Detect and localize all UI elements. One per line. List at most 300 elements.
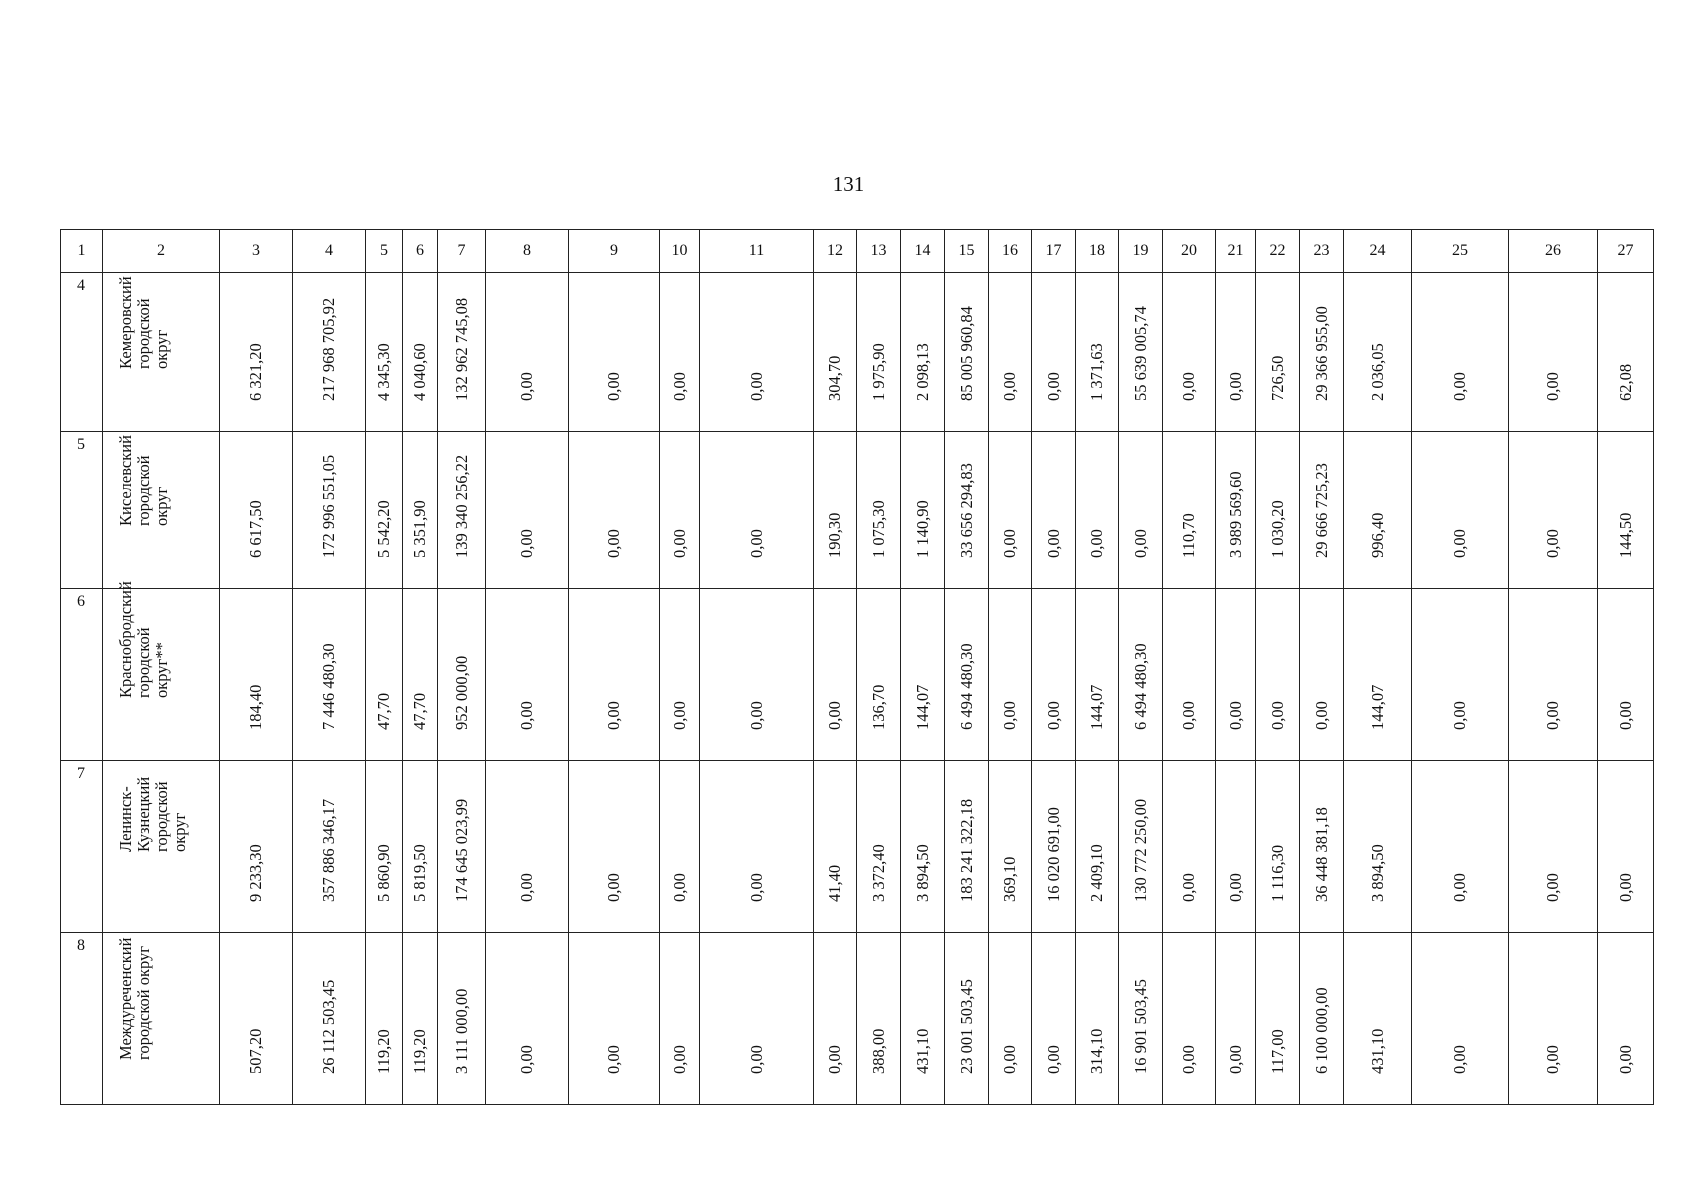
cell-value: 0,00 [746, 529, 766, 558]
value-cell [857, 589, 901, 761]
municipality-name: Краснобродский городской округ** [116, 581, 171, 698]
value-cell [1032, 432, 1076, 589]
cell-value: 0,00 [1450, 529, 1469, 558]
value-cell [220, 761, 293, 933]
value-cell [901, 761, 945, 933]
value-cell [1256, 589, 1300, 761]
value-cell [438, 432, 486, 589]
cell-value: 357 886 346,17 [319, 798, 338, 902]
column-header: 23 [1300, 230, 1344, 273]
value-cell [438, 273, 486, 432]
column-header: 22 [1256, 230, 1300, 273]
value-cell [1216, 432, 1256, 589]
column-header: 1 [61, 230, 103, 273]
value-cell [1216, 589, 1256, 761]
value-cell [1256, 933, 1300, 1105]
value-cell [220, 432, 293, 589]
value-cell [569, 273, 660, 432]
cell-value: 6 617,50 [246, 500, 265, 558]
cell-value: 62,08 [1615, 363, 1635, 401]
value-cell [1598, 273, 1654, 432]
value-cell [569, 589, 660, 761]
cell-value: 952 000,00 [451, 655, 471, 730]
cell-value: 0,00 [1179, 372, 1198, 401]
value-cell [814, 589, 857, 761]
cell-value: 2 409,10 [1087, 844, 1106, 902]
cell-value: 0,00 [669, 529, 689, 558]
column-header: 10 [660, 230, 700, 273]
cell-value: 4 040,60 [410, 343, 429, 401]
municipality-cell [103, 761, 220, 933]
value-cell [438, 761, 486, 933]
row-number-cell [61, 432, 103, 589]
cell-value: 1 116,30 [1267, 844, 1287, 902]
cell-value: 0,00 [1615, 701, 1635, 730]
municipality-cell [103, 432, 220, 589]
value-cell [1509, 432, 1598, 589]
cell-value: 0,00 [1043, 372, 1063, 401]
value-cell [1412, 273, 1509, 432]
cell-value: 36 448 381,18 [1311, 807, 1331, 902]
municipality-name: Междуреченский городской округ [116, 937, 153, 1060]
value-cell [814, 273, 857, 432]
cell-value: 507,20 [246, 1028, 265, 1074]
cell-value: 314,10 [1087, 1028, 1106, 1074]
value-cell [1216, 273, 1256, 432]
cell-value: 2 036,05 [1367, 343, 1387, 401]
cell-value: 0,00 [1225, 1045, 1245, 1074]
cell-value: 0,00 [1267, 701, 1287, 730]
column-header: 18 [1076, 230, 1119, 273]
value-cell [1598, 589, 1654, 761]
value-cell [1509, 933, 1598, 1105]
cell-value: 3 894,50 [912, 844, 932, 902]
value-cell [989, 432, 1032, 589]
column-header: 13 [857, 230, 901, 273]
cell-value: 431,10 [1367, 1028, 1387, 1074]
cell-value: 3 989 569,60 [1225, 471, 1245, 558]
column-header: 5 [366, 230, 403, 273]
value-cell [1119, 432, 1163, 589]
cell-value: 0,00 [517, 701, 536, 730]
cell-value: 0,00 [604, 1045, 623, 1074]
value-cell [1598, 432, 1654, 589]
value-cell [1076, 933, 1119, 1105]
value-cell [660, 589, 700, 761]
municipality-cell [103, 273, 220, 432]
cell-value: 119,20 [410, 1029, 429, 1074]
cell-value: 0,00 [517, 372, 536, 401]
value-cell [700, 273, 814, 432]
value-cell [1032, 933, 1076, 1105]
cell-value: 0,00 [1543, 701, 1562, 730]
cell-value: 0,00 [1543, 529, 1562, 558]
cell-value: 6 100 000,00 [1311, 987, 1331, 1074]
column-header: 4 [293, 230, 366, 273]
cell-value: 184,40 [246, 684, 265, 730]
value-cell [1216, 761, 1256, 933]
cell-value: 16 901 503,45 [1130, 979, 1150, 1074]
value-cell [366, 761, 403, 933]
value-cell [1076, 273, 1119, 432]
cell-value: 996,40 [1367, 512, 1387, 558]
value-cell [901, 933, 945, 1105]
value-cell [366, 589, 403, 761]
cell-value: 119,20 [374, 1029, 393, 1074]
row-number-cell [61, 589, 103, 761]
value-cell [945, 589, 989, 761]
value-cell [857, 273, 901, 432]
column-header: 26 [1509, 230, 1598, 273]
column-header: 7 [438, 230, 486, 273]
value-cell [945, 761, 989, 933]
value-cell [660, 273, 700, 432]
value-cell [1163, 933, 1216, 1105]
value-cell [1163, 589, 1216, 761]
value-cell [660, 933, 700, 1105]
cell-value: 47,70 [374, 692, 393, 730]
cell-value: 0,00 [604, 372, 623, 401]
cell-value: 23 001 503,45 [956, 979, 976, 1074]
cell-value: 0,00 [1615, 873, 1635, 902]
value-cell [1119, 589, 1163, 761]
value-cell [660, 761, 700, 933]
municipality-cell [103, 581, 220, 761]
value-cell [1300, 432, 1344, 589]
value-cell [1344, 273, 1412, 432]
cell-value: 0,00 [669, 873, 689, 902]
cell-value: 5 860,90 [374, 844, 393, 902]
value-cell [989, 933, 1032, 1105]
cell-value: 0,00 [669, 701, 689, 730]
column-header: 8 [486, 230, 569, 273]
value-cell [403, 432, 438, 589]
cell-value: 2 098,13 [912, 343, 932, 401]
cell-value: 0,00 [604, 701, 623, 730]
cell-value: 1 975,90 [868, 343, 888, 401]
cell-value: 0,00 [1311, 701, 1331, 730]
cell-value: 9 233,30 [246, 844, 265, 902]
cell-value: 0,00 [1043, 701, 1063, 730]
cell-value: 0,00 [1179, 701, 1198, 730]
value-cell [569, 933, 660, 1105]
table-row [61, 432, 1654, 589]
value-cell [989, 589, 1032, 761]
value-cell [1119, 761, 1163, 933]
value-cell [1412, 761, 1509, 933]
value-cell [1076, 761, 1119, 933]
table-row [61, 273, 1654, 432]
value-cell [1032, 589, 1076, 761]
value-cell [1300, 273, 1344, 432]
value-cell [1076, 432, 1119, 589]
cell-value: 0,00 [1543, 372, 1562, 401]
cell-value: 217 968 705,92 [319, 297, 338, 401]
value-cell [1509, 273, 1598, 432]
cell-value: 0,00 [1225, 701, 1245, 730]
column-header: 16 [989, 230, 1032, 273]
value-cell [814, 933, 857, 1105]
cell-value: 0,00 [746, 1045, 766, 1074]
value-cell [220, 933, 293, 1105]
row-number: 7 [77, 765, 85, 782]
value-cell [1509, 589, 1598, 761]
value-cell [1216, 933, 1256, 1105]
cell-value: 0,00 [1043, 529, 1063, 558]
column-header: 6 [403, 230, 438, 273]
value-cell [700, 432, 814, 589]
data-table [60, 229, 1654, 1105]
cell-value: 388,00 [868, 1028, 888, 1074]
value-cell [857, 432, 901, 589]
municipality-name: Киселевский городской округ [116, 435, 171, 526]
value-cell [366, 432, 403, 589]
municipality-name: Ленинск- Кузнецкий городской округ [116, 776, 189, 852]
column-header: 12 [814, 230, 857, 273]
cell-value: 0,00 [1450, 701, 1469, 730]
cell-value: 139 340 256,22 [451, 454, 471, 558]
value-cell [1344, 933, 1412, 1105]
cell-value: 0,00 [1087, 529, 1106, 558]
cell-value: 5 542,20 [374, 500, 393, 558]
value-cell [438, 589, 486, 761]
value-cell [857, 933, 901, 1105]
cell-value: 144,07 [1367, 684, 1387, 730]
value-cell [403, 589, 438, 761]
table-row [61, 761, 1654, 933]
value-cell [945, 432, 989, 589]
cell-value: 136,70 [868, 684, 888, 730]
municipality-cell [103, 933, 220, 1105]
cell-value: 144,07 [912, 684, 932, 730]
cell-value: 1 075,30 [868, 500, 888, 558]
column-header: 15 [945, 230, 989, 273]
cell-value: 369,10 [1000, 856, 1019, 902]
cell-value: 0,00 [1000, 372, 1019, 401]
cell-value: 0,00 [669, 1045, 689, 1074]
value-cell [1344, 432, 1412, 589]
cell-value: 172 996 551,05 [319, 454, 338, 558]
value-cell [293, 273, 366, 432]
value-cell [700, 589, 814, 761]
value-cell [486, 432, 569, 589]
cell-value: 0,00 [746, 701, 766, 730]
value-cell [569, 432, 660, 589]
value-cell [814, 761, 857, 933]
cell-value: 1 030,20 [1267, 500, 1287, 558]
cell-value: 0,00 [1450, 372, 1469, 401]
column-header: 17 [1032, 230, 1076, 273]
cell-value: 6 494 480,30 [956, 643, 976, 730]
cell-value: 29 666 725,23 [1311, 463, 1331, 558]
value-cell [1412, 933, 1509, 1105]
value-cell [1119, 273, 1163, 432]
page-number: 131 [832, 172, 865, 196]
cell-value: 0,00 [1450, 1045, 1469, 1074]
cell-value: 0,00 [1000, 1045, 1019, 1074]
value-cell [1076, 589, 1119, 761]
cell-value: 190,30 [825, 512, 844, 558]
cell-value: 3 111 000,00 [451, 988, 471, 1074]
value-cell [220, 589, 293, 761]
cell-value: 16 020 691,00 [1043, 807, 1063, 902]
cell-value: 0,00 [1179, 1045, 1198, 1074]
value-cell [1344, 589, 1412, 761]
value-cell [569, 761, 660, 933]
column-header: 14 [901, 230, 945, 273]
cell-value: 0,00 [604, 529, 623, 558]
cell-value: 1 140,90 [912, 500, 932, 558]
cell-value: 6 321,20 [246, 343, 265, 401]
cell-value: 130 772 250,00 [1130, 798, 1150, 902]
cell-value: 3 372,40 [868, 844, 888, 902]
cell-value: 0,00 [1543, 1045, 1562, 1074]
row-number-cell [61, 761, 103, 933]
column-header: 27 [1598, 230, 1654, 273]
row-number-cell [61, 933, 103, 1105]
value-cell [403, 273, 438, 432]
cell-value: 0,00 [825, 701, 844, 730]
value-cell [1163, 273, 1216, 432]
row-number: 8 [77, 937, 85, 954]
value-cell [220, 273, 293, 432]
value-cell [989, 273, 1032, 432]
cell-value: 0,00 [1543, 873, 1562, 902]
cell-value: 174 645 023,99 [451, 798, 471, 902]
table-row [61, 933, 1654, 1105]
cell-value: 4 345,30 [374, 343, 393, 401]
row-number: 4 [77, 277, 85, 294]
cell-value: 117,00 [1267, 1029, 1287, 1074]
cell-value: 0,00 [1043, 1045, 1063, 1074]
value-cell [857, 761, 901, 933]
value-cell [1509, 761, 1598, 933]
cell-value: 0,00 [604, 873, 623, 902]
value-cell [1300, 933, 1344, 1105]
value-cell [1300, 761, 1344, 933]
value-cell [486, 933, 569, 1105]
municipality-name: Кемеровский городской округ [116, 276, 171, 369]
value-cell [660, 432, 700, 589]
value-cell [901, 589, 945, 761]
value-cell [1598, 761, 1654, 933]
cell-value: 144,50 [1615, 512, 1635, 558]
cell-value: 85 005 960,84 [956, 306, 976, 401]
value-cell [989, 761, 1032, 933]
value-cell [293, 761, 366, 933]
cell-value: 0,00 [517, 873, 536, 902]
value-cell [1344, 761, 1412, 933]
cell-value: 144,07 [1087, 684, 1106, 730]
cell-value: 7 446 480,30 [319, 643, 338, 730]
value-cell [700, 761, 814, 933]
cell-value: 5 351,90 [410, 500, 429, 558]
cell-value: 0,00 [1130, 529, 1150, 558]
column-header: 20 [1163, 230, 1216, 273]
column-header: 25 [1412, 230, 1509, 273]
value-cell [403, 933, 438, 1105]
cell-value: 0,00 [1000, 529, 1019, 558]
cell-value: 0,00 [669, 372, 689, 401]
row-number: 6 [77, 593, 85, 610]
cell-value: 0,00 [517, 1045, 536, 1074]
column-header: 3 [220, 230, 293, 273]
value-cell [403, 761, 438, 933]
cell-value: 0,00 [1615, 1045, 1635, 1074]
value-cell [486, 589, 569, 761]
cell-value: 183 241 322,18 [956, 798, 976, 902]
row-number: 5 [77, 436, 85, 453]
column-header: 11 [700, 230, 814, 273]
cell-value: 431,10 [912, 1028, 932, 1074]
value-cell [1256, 273, 1300, 432]
column-header: 21 [1216, 230, 1256, 273]
value-cell [945, 273, 989, 432]
cell-value: 26 112 503,45 [319, 979, 338, 1074]
cell-value: 1 371,63 [1087, 343, 1106, 401]
cell-value: 29 366 955,00 [1311, 306, 1331, 401]
value-cell [1119, 933, 1163, 1105]
cell-value: 0,00 [746, 873, 766, 902]
cell-value: 0,00 [1225, 372, 1245, 401]
value-cell [366, 273, 403, 432]
value-cell [486, 761, 569, 933]
cell-value: 0,00 [1225, 873, 1245, 902]
value-cell [1256, 432, 1300, 589]
value-cell [486, 273, 569, 432]
cell-value: 0,00 [1450, 873, 1469, 902]
cell-value: 110,70 [1179, 513, 1198, 558]
cell-value: 3 894,50 [1367, 844, 1387, 902]
cell-value: 55 639 005,74 [1130, 306, 1150, 401]
cell-value: 0,00 [517, 529, 536, 558]
value-cell [1032, 761, 1076, 933]
value-cell [1598, 933, 1654, 1105]
value-cell [901, 432, 945, 589]
value-cell [1412, 432, 1509, 589]
value-cell [1300, 589, 1344, 761]
value-cell [1163, 432, 1216, 589]
value-cell [438, 933, 486, 1105]
cell-value: 0,00 [746, 372, 766, 401]
column-header: 24 [1344, 230, 1412, 273]
column-header: 9 [569, 230, 660, 273]
column-header: 2 [103, 230, 220, 273]
cell-value: 726,50 [1267, 355, 1287, 401]
value-cell [1412, 589, 1509, 761]
cell-value: 6 494 480,30 [1130, 643, 1150, 730]
cell-value: 5 819,50 [410, 844, 429, 902]
value-cell [293, 432, 366, 589]
cell-value: 0,00 [825, 1045, 844, 1074]
value-cell [901, 273, 945, 432]
value-cell [366, 933, 403, 1105]
cell-value: 304,70 [825, 355, 844, 401]
cell-value: 33 656 294,83 [956, 463, 976, 558]
value-cell [1032, 273, 1076, 432]
value-cell [700, 933, 814, 1105]
cell-value: 41,40 [825, 864, 844, 902]
table-row [61, 589, 1654, 761]
value-cell [1256, 761, 1300, 933]
row-number-cell [61, 273, 103, 432]
value-cell [814, 432, 857, 589]
value-cell [1163, 761, 1216, 933]
cell-value: 132 962 745,08 [451, 297, 471, 401]
header-row [61, 230, 1654, 273]
value-cell [293, 589, 366, 761]
cell-value: 0,00 [1179, 873, 1198, 902]
